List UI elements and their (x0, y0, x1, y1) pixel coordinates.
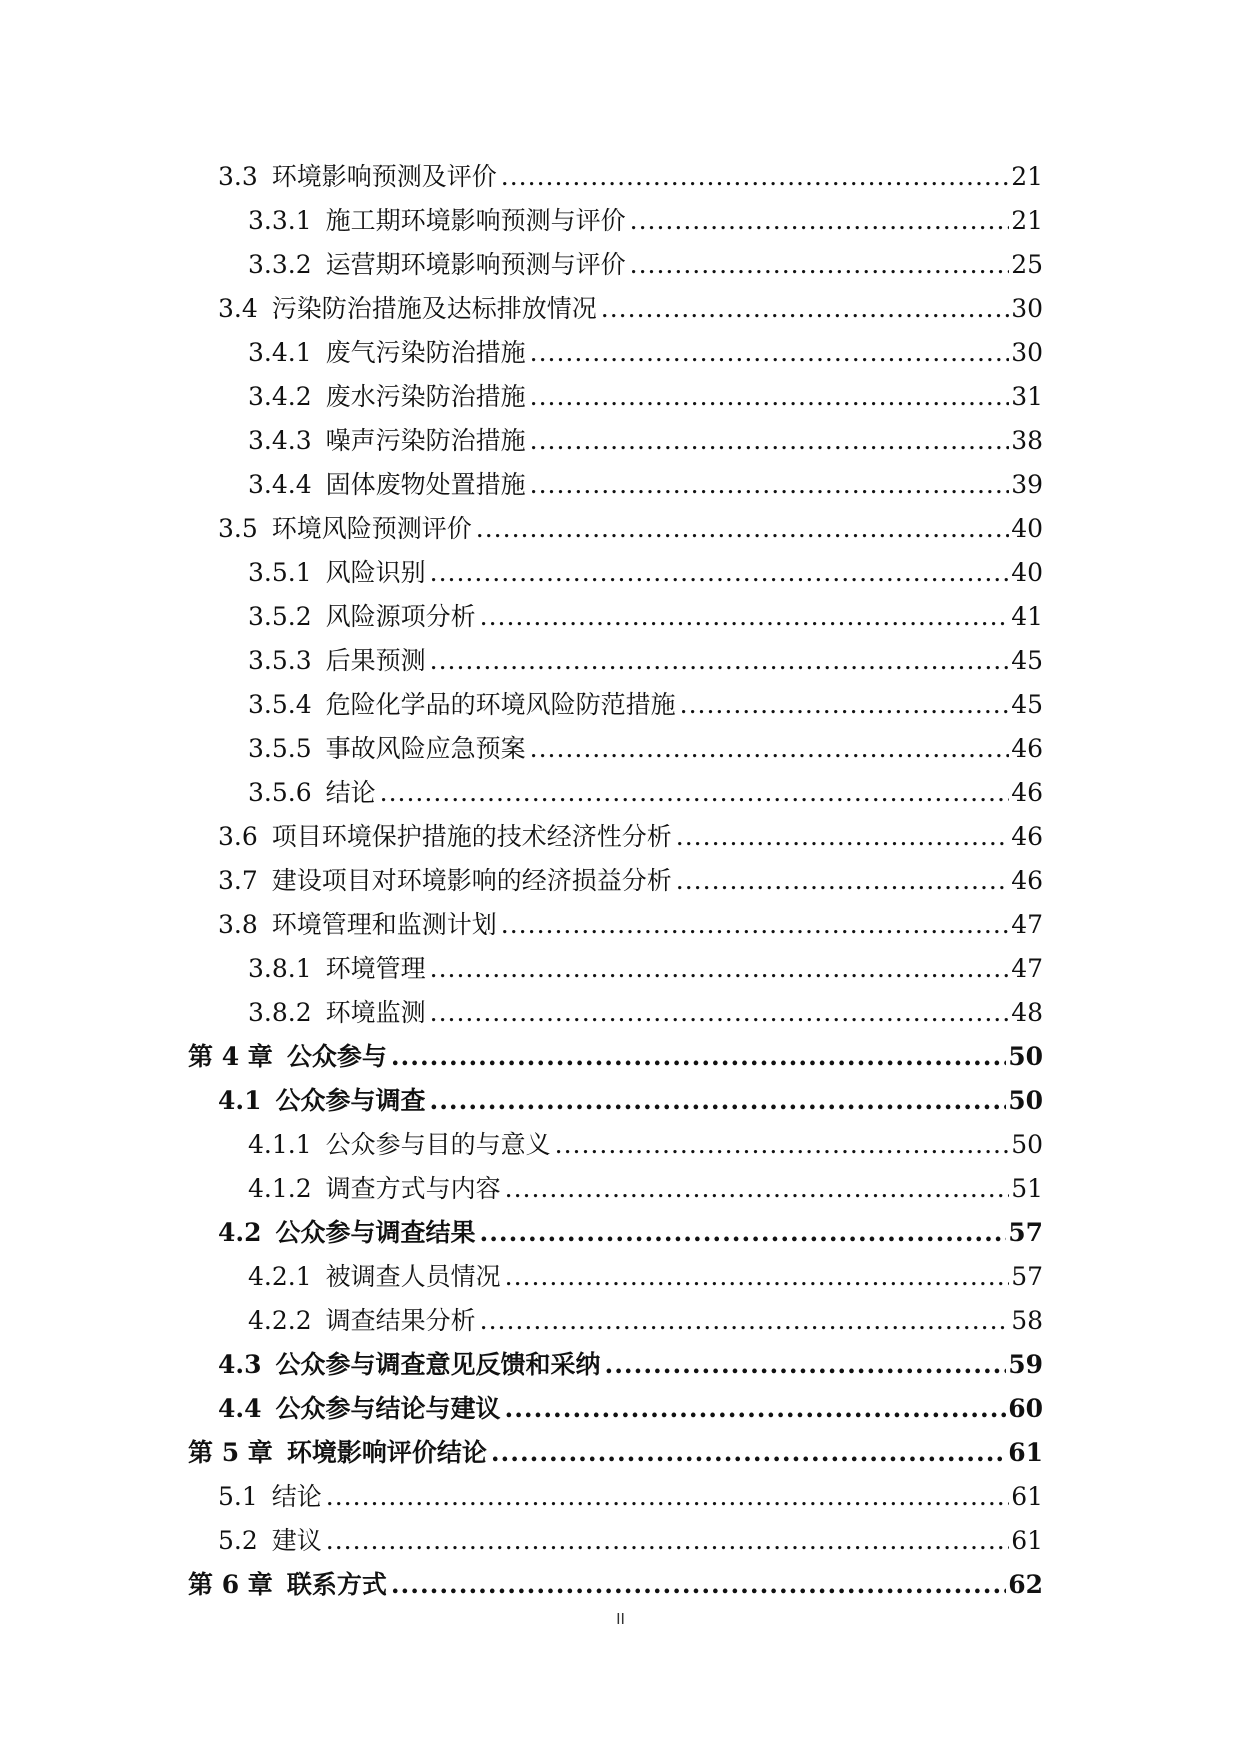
toc-dot-leader (530, 419, 1010, 463)
toc-entry[interactable] (188, 1211, 1043, 1255)
toc-entry-title: 环境监测 (325, 998, 426, 1027)
toc-entry-title: 结论 (325, 778, 376, 807)
toc-entry[interactable] (188, 1255, 1043, 1299)
toc-entry-page: 31 (1011, 382, 1043, 411)
toc-chapter-entry[interactable] (188, 1431, 1043, 1475)
toc-entry-number: 3.5.5 (248, 734, 312, 763)
toc-entry-page: 61 (1011, 1482, 1043, 1511)
toc-dot-leader (391, 1563, 1006, 1607)
toc-entry-number: 3.5.2 (248, 602, 312, 631)
toc-entry-page: 25 (1011, 250, 1043, 279)
toc-entry-number: 4.2 (218, 1218, 262, 1247)
toc-entry-page: 39 (1011, 470, 1043, 499)
toc-dot-leader (501, 903, 1009, 947)
toc-entry-page: 51 (1011, 1174, 1043, 1203)
toc-entry-page: 50 (1008, 1086, 1043, 1115)
toc-entry-page: 57 (1008, 1218, 1043, 1247)
toc-entry-page: 46 (1011, 822, 1043, 851)
toc-entry-title: 环境风险预测评价 (271, 514, 472, 543)
toc-entry-number: 3.4.2 (248, 382, 312, 411)
toc-entry-title: 后果预测 (325, 646, 426, 675)
toc-entry-page: 46 (1011, 734, 1043, 763)
toc-entry-number: 3.8.1 (248, 954, 312, 983)
toc-dot-leader (430, 639, 1010, 683)
toc-entry-number: 第 4 章 (188, 1042, 273, 1071)
toc-entry[interactable] (188, 1475, 1043, 1519)
toc-dot-leader (501, 155, 1009, 199)
toc-dot-leader (430, 1079, 1007, 1123)
toc-entry[interactable] (188, 771, 1043, 815)
toc-dot-leader (476, 507, 1009, 551)
toc-entry[interactable] (188, 683, 1043, 727)
toc-entry-number: 4.1.1 (248, 1130, 312, 1159)
toc-entry-title: 废水污染防治措施 (325, 382, 526, 411)
toc-entry-page: 21 (1011, 162, 1043, 191)
toc-entry-page: 47 (1011, 954, 1043, 983)
toc-entry-title: 联系方式 (286, 1570, 387, 1599)
toc-entry-page: 48 (1011, 998, 1043, 1027)
toc-dot-leader (380, 771, 1010, 815)
toc-dot-leader (676, 859, 1009, 903)
toc-dot-leader (505, 1255, 1010, 1299)
toc-entry-number: 4.4 (218, 1394, 262, 1423)
toc-dot-leader (630, 243, 1010, 287)
toc-entry-title: 事故风险应急预案 (325, 734, 526, 763)
toc-entry-number: 3.3.2 (248, 250, 312, 279)
toc-entry-number: 3.3 (218, 162, 258, 191)
toc-entry-number: 3.5.4 (248, 690, 312, 719)
toc-entry-title: 公众参与结论与建议 (275, 1394, 501, 1423)
toc-entry-title: 调查结果分析 (325, 1306, 476, 1335)
toc-entry-number: 4.3 (218, 1350, 262, 1379)
toc-entry-title: 调查方式与内容 (325, 1174, 501, 1203)
toc-entry-number: 3.4 (218, 294, 258, 323)
toc-entry-number: 3.5 (218, 514, 258, 543)
toc-entry-number: 3.3.1 (248, 206, 312, 235)
toc-entry-page: 46 (1011, 778, 1043, 807)
toc-entry-number: 3.6 (218, 822, 258, 851)
toc-entry[interactable] (188, 1167, 1043, 1211)
toc-entry-number: 3.4.4 (248, 470, 312, 499)
toc-dot-leader (530, 463, 1010, 507)
toc-entry-title: 结论 (271, 1482, 322, 1511)
toc-entry-number: 3.5.3 (248, 646, 312, 675)
toc-dot-leader (530, 331, 1010, 375)
toc-dot-leader (480, 595, 1010, 639)
toc-entry-title: 建设项目对环境影响的经济损益分析 (271, 866, 672, 895)
toc-entry[interactable] (188, 595, 1043, 639)
toc-entry-title: 废气污染防治措施 (325, 338, 526, 367)
toc-dot-leader (530, 375, 1010, 419)
toc-dot-leader (430, 551, 1010, 595)
toc-dot-leader (605, 1343, 1007, 1387)
toc-entry-number: 3.5.1 (248, 558, 312, 587)
toc-entry-number: 3.4.3 (248, 426, 312, 455)
toc-entry[interactable] (188, 991, 1043, 1035)
toc-entry-number: 4.1.2 (248, 1174, 312, 1203)
toc-entry-page: 45 (1011, 646, 1043, 675)
toc-entry-number: 4.2.1 (248, 1262, 312, 1291)
toc-entry[interactable] (188, 815, 1043, 859)
toc-entry[interactable] (188, 551, 1043, 595)
toc-entry[interactable] (188, 947, 1043, 991)
toc-dot-leader (630, 199, 1010, 243)
toc-entry[interactable] (188, 1519, 1043, 1563)
toc-entry-title: 环境影响预测及评价 (271, 162, 497, 191)
toc-entry-page: 46 (1011, 866, 1043, 895)
toc-entry[interactable] (188, 1079, 1043, 1123)
toc-entry-number: 第 6 章 (188, 1570, 273, 1599)
toc-entry-title: 公众参与调查结果 (275, 1218, 476, 1247)
toc-entry-page: 59 (1008, 1350, 1043, 1379)
toc-dot-leader (430, 991, 1010, 1035)
toc-entry-title: 运营期环境影响预测与评价 (325, 250, 626, 279)
toc-entry[interactable] (188, 331, 1043, 375)
toc-entry[interactable] (188, 463, 1043, 507)
toc-entry-number: 3.8.2 (248, 998, 312, 1027)
toc-entry-number: 4.1 (218, 1086, 262, 1115)
toc-entry-number: 3.5.6 (248, 778, 312, 807)
toc-entry-page: 50 (1008, 1042, 1043, 1071)
toc-entry-title: 公众参与调查 (275, 1086, 426, 1115)
toc-entry-page: 41 (1011, 602, 1043, 631)
toc-dot-leader (555, 1123, 1010, 1167)
toc-entry-title: 风险识别 (325, 558, 426, 587)
toc-entry[interactable] (188, 1123, 1043, 1167)
toc-entry-page: 40 (1011, 514, 1043, 543)
toc-entry-number: 5.1 (218, 1482, 258, 1511)
toc-entry-title: 环境管理 (325, 954, 426, 983)
toc-entry-page: 57 (1011, 1262, 1043, 1291)
toc-entry[interactable] (188, 903, 1043, 947)
toc-entry[interactable] (188, 1299, 1043, 1343)
toc-dot-leader (430, 947, 1010, 991)
toc-entry-number: 3.8 (218, 910, 258, 939)
toc-entry-page: 60 (1008, 1394, 1043, 1423)
toc-entry-page: 21 (1011, 206, 1043, 235)
toc-entry[interactable] (188, 243, 1043, 287)
toc-entry-title: 施工期环境影响预测与评价 (325, 206, 626, 235)
toc-entry-number: 3.7 (218, 866, 258, 895)
toc-entry-page: 50 (1011, 1130, 1043, 1159)
toc-dot-leader (505, 1167, 1010, 1211)
toc-entry-title: 危险化学品的环境风险防范措施 (325, 690, 676, 719)
toc-entry[interactable] (188, 287, 1043, 331)
toc-dot-leader (601, 287, 1009, 331)
toc-dot-leader (676, 815, 1009, 859)
toc-entry[interactable] (188, 1343, 1043, 1387)
toc-entry[interactable] (188, 375, 1043, 419)
toc-entry[interactable] (188, 419, 1043, 463)
toc-entry-title: 环境管理和监测计划 (271, 910, 497, 939)
toc-entry-title: 被调查人员情况 (325, 1262, 501, 1291)
toc-entry-title: 环境影响评价结论 (286, 1438, 487, 1467)
toc-dot-leader (680, 683, 1010, 727)
toc-entry-page: 58 (1011, 1306, 1043, 1335)
toc-entry-title: 公众参与目的与意义 (325, 1130, 551, 1159)
toc-dot-leader (530, 727, 1010, 771)
toc-entry-title: 公众参与 (286, 1042, 387, 1071)
toc-entry-page: 40 (1011, 558, 1043, 587)
toc-dot-leader (505, 1387, 1007, 1431)
toc-dot-leader (326, 1519, 1009, 1563)
page-footer-number: II (616, 1610, 625, 1628)
toc-entry-title: 噪声污染防治措施 (325, 426, 526, 455)
toc-entry[interactable] (188, 1387, 1043, 1431)
toc-entry-number: 5.2 (218, 1526, 258, 1555)
toc-entry[interactable] (188, 859, 1043, 903)
toc-dot-leader (480, 1211, 1007, 1255)
toc-entry-title: 风险源项分析 (325, 602, 476, 631)
toc-dot-leader (391, 1035, 1006, 1079)
toc-dot-leader (326, 1475, 1009, 1519)
toc-entry-title: 项目环境保护措施的技术经济性分析 (271, 822, 672, 851)
toc-entry-title: 污染防治措施及达标排放情况 (271, 294, 597, 323)
toc-entry-page: 45 (1011, 690, 1043, 719)
toc-entry-page: 38 (1011, 426, 1043, 455)
toc-entry[interactable] (188, 199, 1043, 243)
toc-dot-leader (480, 1299, 1010, 1343)
toc-entry[interactable] (188, 727, 1043, 771)
toc-entry-number: 3.4.1 (248, 338, 312, 367)
toc-entry-title: 建议 (271, 1526, 322, 1555)
toc-entry-title: 固体废物处置措施 (325, 470, 526, 499)
toc-entry-page: 62 (1008, 1570, 1043, 1599)
toc-chapter-entry[interactable] (188, 1035, 1043, 1079)
toc-entry[interactable] (188, 639, 1043, 683)
toc-entry-number: 4.2.2 (248, 1306, 312, 1335)
toc-entry-page: 30 (1011, 294, 1043, 323)
toc-chapter-entry[interactable] (188, 1563, 1043, 1607)
toc-entry-title: 公众参与调查意见反馈和采纳 (275, 1350, 601, 1379)
toc-entry-page: 61 (1011, 1526, 1043, 1555)
table-of-contents (188, 155, 1043, 1607)
toc-entry-page: 47 (1011, 910, 1043, 939)
toc-entry-page: 61 (1008, 1438, 1043, 1467)
toc-dot-leader (491, 1431, 1006, 1475)
toc-entry-number: 第 5 章 (188, 1438, 273, 1467)
toc-entry[interactable] (188, 155, 1043, 199)
toc-entry[interactable] (188, 507, 1043, 551)
toc-entry-page: 30 (1011, 338, 1043, 367)
